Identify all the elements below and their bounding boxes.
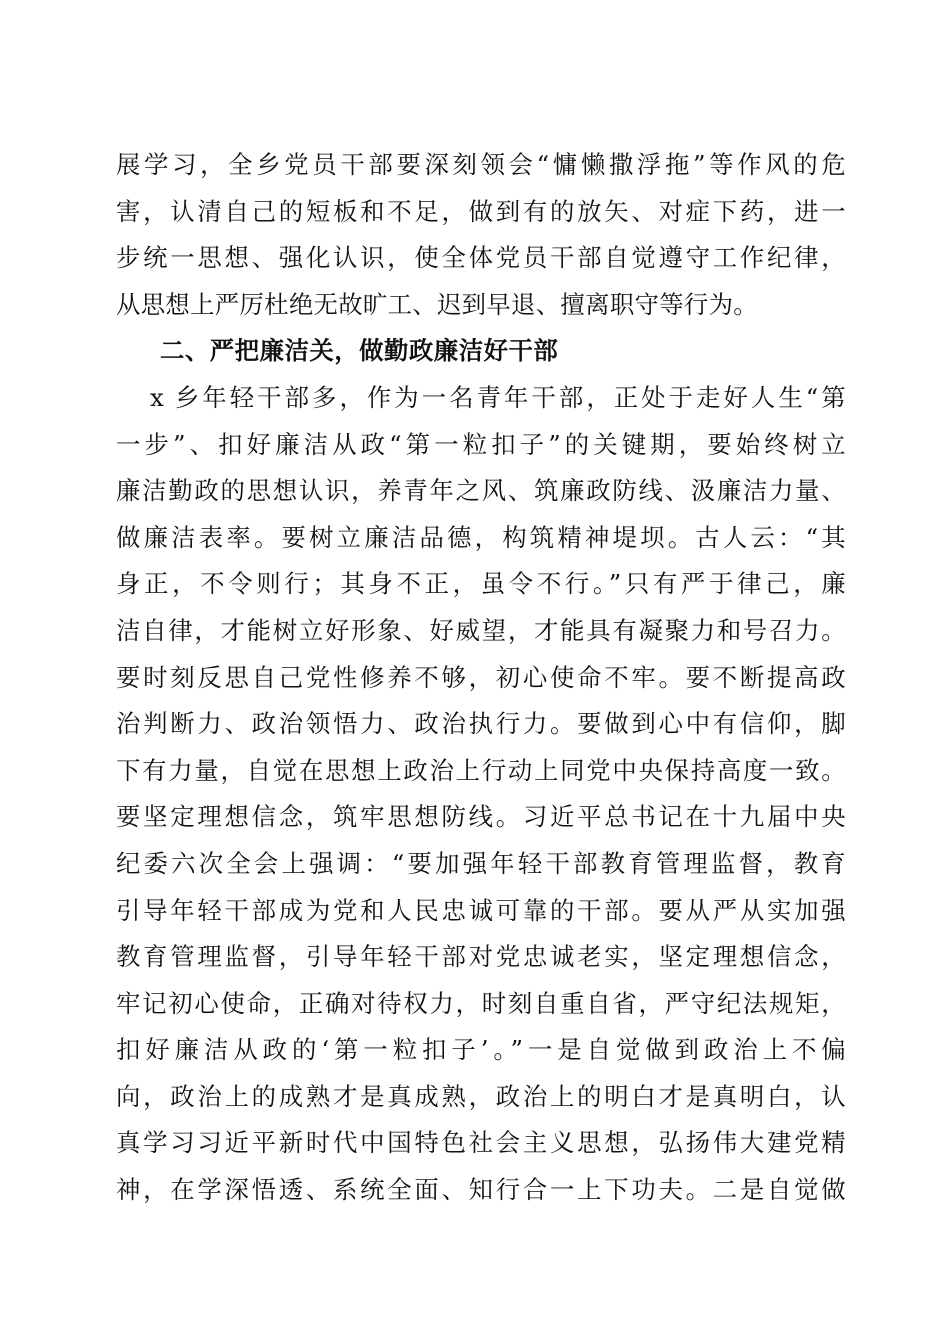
text-line: 纪委六次全会上强调：“要加强年轻干部教育管理监督，教育 (116, 848, 846, 878)
text-line: 从思想上严厉杜绝无故旷工、迟到早退、擅离职守等行为。 (116, 289, 758, 319)
text-line: 治判断力、政治领悟力、政治执行力。要做到心中有信仰，脚 (116, 709, 846, 739)
text-line: 真学习习近平新时代中国特色社会主义思想，弘扬伟大建党精 (116, 1128, 846, 1158)
text-line: 步统一思想、强化认识，使全体党员干部自觉遵守工作纪律， (116, 243, 846, 273)
text-line: 廉洁勤政的思想认识，养青年之风、筑廉政防线、汲廉洁力量、 (116, 476, 846, 506)
text-line: 做廉洁表率。要树立廉洁品德，构筑精神堤坝。古人云：“其 (116, 522, 846, 552)
text-line: 身正，不令则行；其身不正，虽令不行。”只有严于律己，廉 (116, 569, 846, 599)
text-line: 展学习，全乡党员干部要深刻领会“慵懒撒浮拖”等作风的危 (116, 150, 846, 179)
document-body (116, 142, 846, 1214)
text-line: 一步”、扣好廉洁从政“第一粒扣子”的关键期，要始终树立 (116, 429, 846, 459)
section-heading: 二、严把廉洁关，做勤政廉洁好干部 (160, 336, 559, 366)
text-line: 引导年轻干部成为党和人民忠诚可靠的干部。要从严从实加强 (116, 895, 846, 925)
text-line: 要时刻反思自己党性修养不够，初心使命不牢。要不断提高政 (116, 662, 846, 692)
text-line: 害，认清自己的短板和不足，做到有的放矢、对症下药，进一 (116, 196, 846, 226)
text-line: 扣好廉洁从政的‘第一粒扣子’。”一是自觉做到政治上不偏 (116, 1035, 846, 1065)
text-line: 洁自律，才能树立好形象、好威望，才能具有凝聚力和号召力。 (116, 615, 846, 645)
text-line: 下有力量，自觉在思想上政治上行动上同党中央保持高度一致。 (116, 755, 846, 785)
text-line: 牢记初心使命，正确对待权力，时刻自重自省，严守纪法规矩， (116, 988, 846, 1018)
text-line: 向，政治上的成熟才是真成熟，政治上的明白才是真明白，认 (116, 1081, 846, 1111)
text-line: 要坚定理想信念，筑牢思想防线。习近平总书记在十九届中央 (116, 802, 846, 832)
text-line: x 乡年轻干部多，作为一名青年干部，正处于走好人生“第 (150, 382, 846, 412)
text-line: 神，在学深悟透、系统全面、知行合一上下功夫。二是自觉做 (116, 1175, 846, 1205)
text-line: 教育管理监督，引导年轻干部对党忠诚老实，坚定理想信念， (116, 942, 846, 972)
